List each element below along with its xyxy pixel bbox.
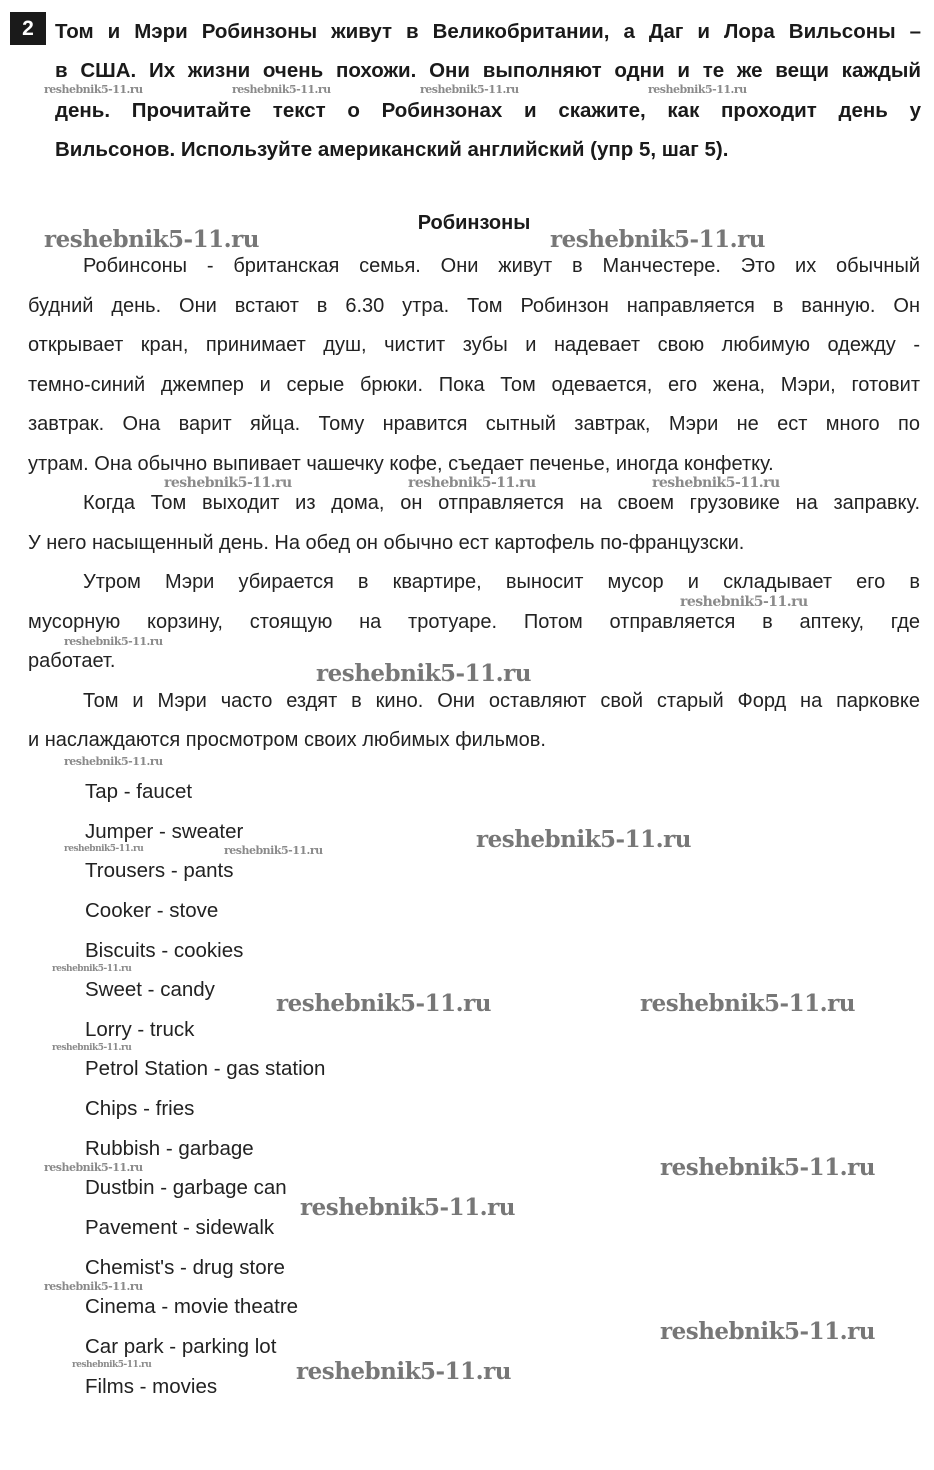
watermark: reshebnik5-11.ru xyxy=(64,755,163,768)
task-line: в США. Их жизни очень похожи. Они выполняют одни и те же вещи каждый xyxy=(55,59,921,83)
text-line: будний день. Они встают в 6.30 утра. Том Робинзон направляется в ванную. Он xyxy=(28,294,920,317)
text-line: работает. xyxy=(28,650,116,672)
text-line: Когда Том выходит из дома, он отправляется на своем грузовике на заправку. xyxy=(83,492,920,514)
text-line: утрам. Она обычно выпивает чашечку кофе, съедает печенье, иногда конфетку. xyxy=(28,452,774,475)
watermark: reshebnik5-11.ru xyxy=(164,475,292,491)
text-line: завтрак. Она варит яйца. Тому нравится сытный завтрак, Мэри не ест много по xyxy=(28,413,920,435)
vocab-item: Lorry - truck xyxy=(85,1017,195,1041)
text-line: мусорную корзину, стоящую на тротуаре. Потом отправляется в аптеку, где xyxy=(28,610,920,633)
task-line: день. Прочитайте текст о Робинзонах и скажите, как проходит день у xyxy=(55,98,921,122)
vocab-item: Cooker - stove xyxy=(85,898,219,922)
vocab-item: Dustbin - garbage can xyxy=(85,1176,287,1200)
text-line: Робинсоны - британская семья. Они живут в Манчестере. Это их обычный xyxy=(83,255,920,277)
vocab-item: Cinema - movie theatre xyxy=(85,1295,299,1319)
watermark: reshebnik5-11.ru xyxy=(64,635,163,648)
watermark: reshebnik5-11.ru xyxy=(44,83,143,96)
vocab-item: Pavement - sidewalk xyxy=(85,1216,275,1240)
text-title: Робинзоны xyxy=(417,212,531,234)
watermark: reshebnik5-11.ru xyxy=(44,1280,143,1293)
watermark: reshebnik5-11.ru xyxy=(276,990,491,1017)
vocab-item: Car park - parking lot xyxy=(85,1334,277,1358)
vocab-item: Chips - fries xyxy=(85,1097,195,1121)
vocabulary-list xyxy=(85,772,325,1406)
vocab-item: Films - movies xyxy=(85,1374,218,1398)
watermark: reshebnik5-11.ru xyxy=(224,844,323,857)
watermark: reshebnik5-11.ru xyxy=(316,660,531,687)
watermark: reshebnik5-11.ru xyxy=(420,83,519,96)
text-line: Утром Мэри убирается в квартире, выносит мусор и складывает его в xyxy=(83,571,920,593)
watermark: reshebnik5-11.ru xyxy=(648,83,747,96)
watermark: reshebnik5-11.ru xyxy=(476,826,691,853)
watermark: reshebnik5-11.ru xyxy=(72,1360,152,1370)
watermark: reshebnik5-11.ru xyxy=(660,1318,875,1345)
task-number-badge: 2 xyxy=(10,12,46,45)
text-line: темно-синий джемпер и серые брюки. Пока Том одевается, его жена, Мэри, готовит xyxy=(28,373,920,396)
text-line: открывает кран, принимает душ, чистит зубы и надевает свою любимую одежду - xyxy=(28,334,920,356)
vocab-item: Sweet - candy xyxy=(85,978,215,1002)
text-line: и наслаждаются просмотром своих любимых фильмов. xyxy=(28,729,546,751)
watermark: reshebnik5-11.ru xyxy=(44,1161,143,1174)
watermark: reshebnik5-11.ru xyxy=(52,964,132,974)
vocab-item: Rubbish - garbage xyxy=(85,1136,254,1160)
watermark: reshebnik5-11.ru xyxy=(550,226,765,253)
watermark: reshebnik5-11.ru xyxy=(44,226,259,253)
vocab-item: Jumper - sweater xyxy=(85,819,244,843)
watermark: reshebnik5-11.ru xyxy=(652,475,780,491)
task-line: Вильсонов. Используйте американский английский (упр 5, шаг 5). xyxy=(55,137,729,161)
vocab-item: Petrol Station - gas station xyxy=(85,1057,326,1081)
watermark: reshebnik5-11.ru xyxy=(64,844,144,854)
watermark: reshebnik5-11.ru xyxy=(52,1043,132,1053)
text-line: Том и Мэри часто ездят в кино. Они оставляют свой старый Форд на парковке xyxy=(83,689,920,712)
vocab-item: Trousers - pants xyxy=(85,859,234,883)
watermark: reshebnik5-11.ru xyxy=(680,593,808,610)
vocab-item: Chemist's - drug store xyxy=(85,1255,285,1279)
watermark: reshebnik5-11.ru xyxy=(300,1194,515,1221)
watermark: reshebnik5-11.ru xyxy=(296,1358,511,1385)
text-line: У него насыщенный день. На обед он обычно ест картофель по-французски. xyxy=(28,531,745,554)
vocab-item: Tap - faucet xyxy=(85,780,193,803)
vocab-item: Biscuits - cookies xyxy=(85,938,244,962)
task-line: Том и Мэри Робинзоны живут в Великобритании, а Даг и Лора Вильсоны – xyxy=(55,20,921,43)
watermark: reshebnik5-11.ru xyxy=(660,1154,875,1181)
watermark: reshebnik5-11.ru xyxy=(232,83,331,96)
watermark: reshebnik5-11.ru xyxy=(640,990,855,1017)
watermark: reshebnik5-11.ru xyxy=(408,475,536,491)
